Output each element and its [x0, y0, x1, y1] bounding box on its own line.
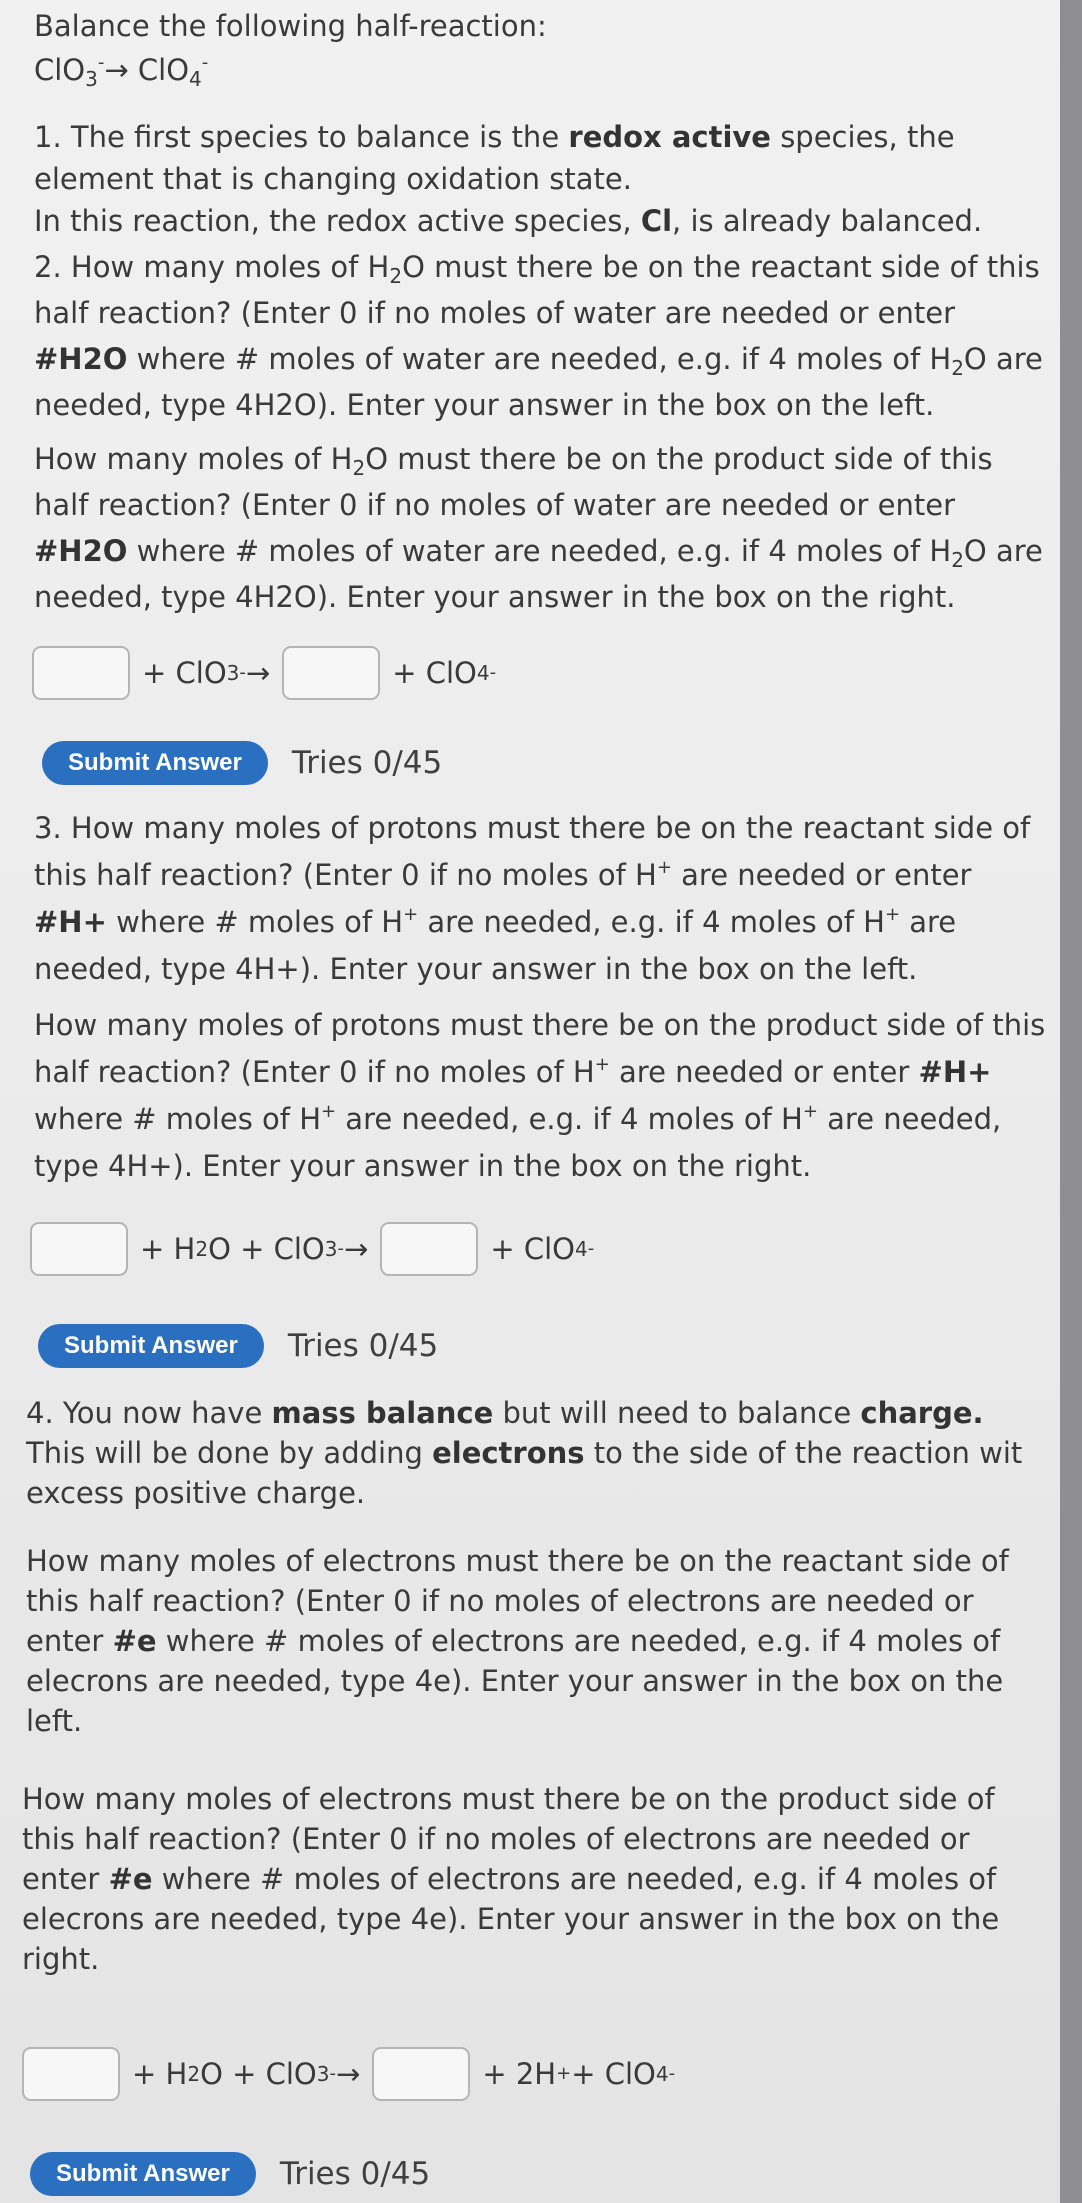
step3-question-reactant: 3. How many moles of protons must there be on the reactant side of this half reaction? (Enter 0 if no moles of H+ are needed or enter #H+ where # moles of H+ are needed, e.g. if 4 moles of H+ are needed, type 4H+). Enter your answer in the box on the left. [34, 811, 1031, 986]
step4-tries-counter: Tries 0/45 [279, 2156, 431, 2192]
step3-tries-counter: Tries 0/45 [287, 1328, 439, 1364]
step4-product-electron-input[interactable] [372, 2047, 470, 2101]
step4-intro: 4. You now have mass balance but will need to balance charge. This will be done by adding electrons to the side of the reaction wit excess positive charge. [26, 1396, 1023, 1510]
step4-submit-row [30, 2152, 430, 2196]
problem-prompt: Balance the following half-reaction: [34, 9, 547, 43]
step1-text: 1. The first species to balance is the redox active species, the element that is changing oxidation state. In this reaction, the redox active species, Cl, is already balanced. [34, 120, 983, 238]
step3-reactant-proton-input[interactable] [30, 1222, 128, 1276]
step3-submit-button[interactable]: Submit Answer [38, 1324, 264, 1368]
step4-question-product: How many moles of electrons must there be on the product side of this half reaction? (Enter 0 if no moles of electrons are needed or enter #e where # moles of electrons are needed, e.g. if 4 moles of elecrons are needed, type 4e). Enter your answer in the box on the right. [22, 1782, 1000, 1976]
step3-product-proton-input[interactable] [380, 1222, 478, 1276]
step2-product-water-input[interactable] [282, 646, 380, 700]
step2-submit-row [42, 741, 442, 785]
problem-header [34, 4, 547, 92]
step3-submit-row [38, 1324, 438, 1368]
step4-equation: + H 2 O + ClO 3 - → + 2H + + ClO 4 - [22, 2047, 675, 2101]
step2-question-reactant: 2. How many moles of $H_2O$ must there be on the reactant side of this half reaction? (Enter 0 if no moles of water are needed or enter #H2O where # moles of water are needed, e.g. if 4 moles of $H_2O$ are needed, type 4H2O). Enter your answer in the box on the left. [34, 250, 1043, 422]
step2-submit-button[interactable]: Submit Answer [42, 741, 268, 785]
step4-submit-button[interactable]: Submit Answer [30, 2152, 256, 2196]
step2-tries-counter: Tries 0/45 [291, 745, 443, 781]
step4-question-reactant: How many moles of electrons must there be on the reactant side of this half reaction? (Enter 0 if no moles of electrons are needed or enter #e where # moles of electrons are needed, e.g. if 4 moles of elecrons are needed, type 4e). Enter your answer in the box on the left. [26, 1544, 1009, 1738]
step4-reactant-electron-input[interactable] [22, 2047, 120, 2101]
step2-equation: + ClO 3 - → + ClO 4 - [32, 646, 496, 700]
step2-reactant-water-input[interactable] [32, 646, 130, 700]
step3-question-product: How many moles of protons must there be on the product side of this half reaction? (Enter 0 if no moles of H+ are needed or enter #H+ where # moles of H+ are needed, e.g. if 4 moles of H+ are needed, type 4H+). Enter your answer in the box on the right. [34, 1008, 1046, 1183]
step2-question-product: How many moles of $H_2O$ must there be on the product side of this half reaction? (Enter 0 if no moles of water are needed or enter #H2O where # moles of water are needed, e.g. if 4 moles of $H_2O$ are needed, type 4H2O). Enter your answer in the box on the right. [34, 442, 1043, 614]
step3-equation: + H 2 O + ClO 3 - → + ClO 4 - [30, 1222, 594, 1276]
target-reaction: ClO$_3$-→ ClO$_4$- [34, 52, 209, 91]
